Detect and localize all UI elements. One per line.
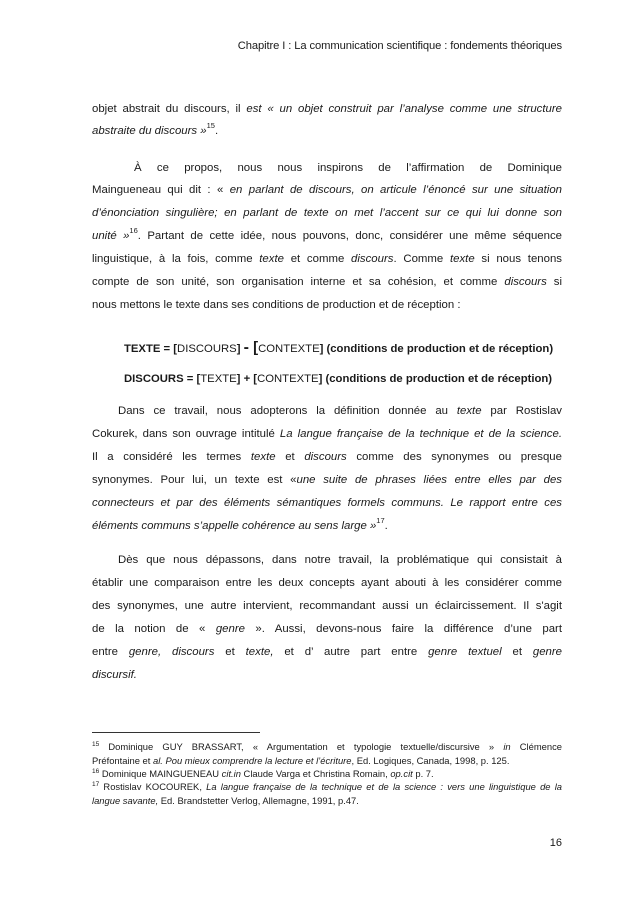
- page-number: 16: [549, 837, 562, 849]
- text-line: Maingueneau qui dit : « en parlant de discours, on articule l’énoncé sur une situation: [92, 184, 562, 196]
- text-line: d’énonciation singulière; en parlant de texte on met l’accent sur ce qui lui donne son: [92, 207, 562, 219]
- text-line: synonymes. Pour lui, un texte est «une suite de phrases liées entre elles par des: [92, 474, 562, 486]
- text-line: linguistique, à la fois, comme texte et comme discours. Comme texte si nous tenons: [92, 253, 562, 265]
- footnote-15: $^{15}$ Dominique GUY BRASSART, « Argumentation et typologie textuelle/discursive » in Clémence: [92, 741, 562, 752]
- equation-texte: TEXTE = [DISCOURS] - [CONTEXTE] (conditions de production et de réception): [124, 339, 554, 356]
- text-line: objet abstrait du discours, il est « un objet construit par l’analyse comme une structure: [92, 103, 562, 115]
- footnote-17: $^{17}$ Rostislav KOCOUREK, La langue française de la technique et de la science : vers une linguistique de la: [92, 781, 562, 792]
- text-line: Cokurek, dans son ouvrage intitulé La langue française de la technique et de la science.: [92, 428, 562, 440]
- footnote-ref-16[interactable]: 16: [129, 226, 138, 235]
- text-line: nous mettons le texte dans ses conditions de production et de réception :: [92, 299, 461, 311]
- text-line: Dès que nous dépassons, dans notre travail, la problématique qui consistait à: [118, 554, 562, 566]
- text-line: Dans ce travail, nous adopterons la définition donnée au texte par Rostislav: [118, 405, 562, 417]
- text-line: éléments communs s’appelle cohérence au sens large »$^{17}$.: [92, 516, 388, 532]
- footnote-17-cont: langue savante, Ed. Brandstetter Verlog, Allemagne, 1991, p.47.: [92, 795, 359, 806]
- text-line: unité »$^{16}$. Partant de cette idée, nous pouvons, donc, considérer une même séquence: [92, 226, 562, 242]
- text-line: entre genre, discours et texte, et d’ autre part entre genre textuel et genre: [92, 646, 562, 658]
- footnote-ref-17[interactable]: 17: [376, 516, 385, 525]
- running-header: Chapitre I : La communication scientifique : fondements théoriques: [237, 40, 562, 52]
- text-line: connecteurs et par des éléments sémantiques formels communs. Le rapport entre ces: [92, 497, 562, 509]
- equation-discours: DISCOURS = [TEXTE] + [CONTEXTE] (conditions de production et de réception): [124, 373, 553, 385]
- footnote-16: $^{16}$ Dominique MAINGUENEAU cit.in Claude Varga et Christina Romain, op.cit p. 7.: [92, 768, 434, 779]
- footnote-separator: [92, 732, 260, 733]
- text-line: des synonymes, une autre intervient, recommandant aussi un éclaircissement. Il s'agit: [92, 600, 562, 612]
- text-line: Il a considéré les termes texte et discours comme des synonymes ou presque: [92, 451, 562, 463]
- text-line: de la notion de « genre ». Aussi, devons-nous faire la différence d’une part: [92, 623, 562, 635]
- text-line: discursif.: [92, 669, 137, 681]
- text-line: À ce propos, nous nous inspirons de l’affirmation de Dominique: [134, 162, 562, 174]
- text-line: compte de son unité, son organisation interne et sa cohésion, et comme discours si: [92, 276, 562, 288]
- text-line: établir une comparaison entre les deux concepts ayant abouti à les considérer comme: [92, 577, 562, 589]
- text-line: abstraite du discours »$^{15}$.: [92, 121, 219, 137]
- footnote-15-cont: Préfontaine et al. Pou mieux comprendre la lecture et l’écriture, Ed. Logiques, Canada, 1998, p. 125.: [92, 755, 510, 766]
- footnote-ref-15[interactable]: 15: [206, 121, 215, 130]
